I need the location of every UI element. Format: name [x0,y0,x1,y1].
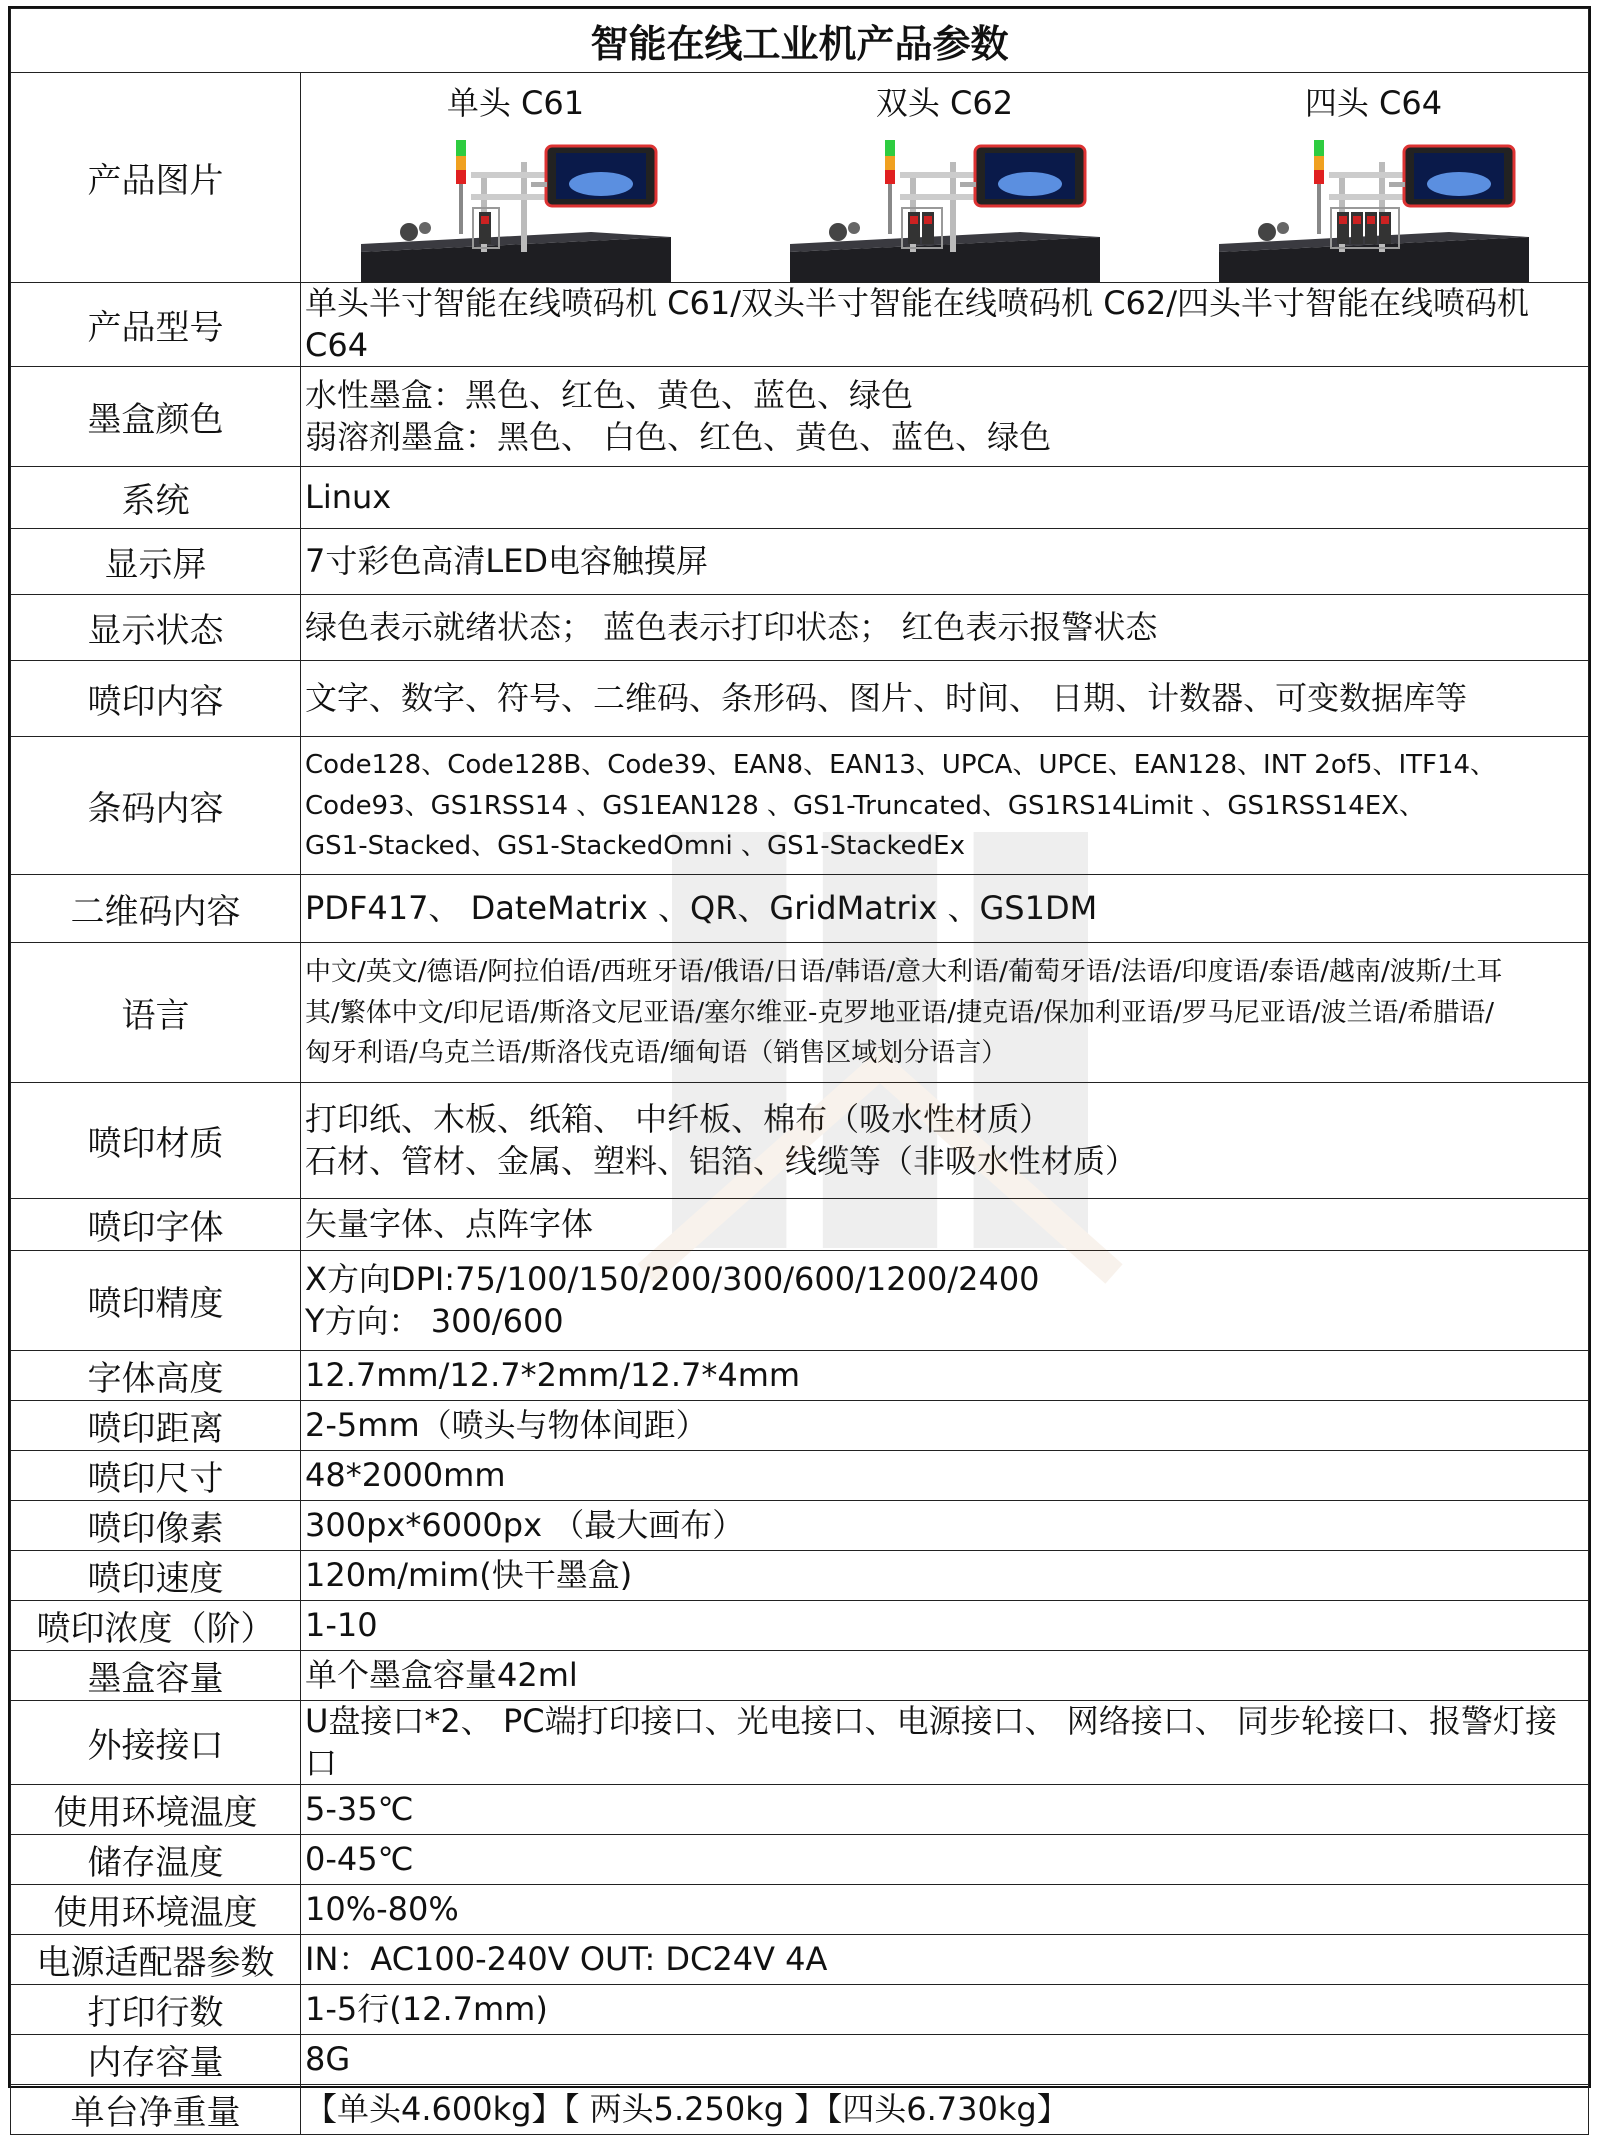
spec-value [301,283,1589,367]
product-item [316,78,715,282]
spec-row [11,1835,1589,1885]
spec-label: 系统 [11,467,301,529]
spec-label: 单台净重量 [11,2085,301,2135]
product-name: 双头 C62 [875,84,1014,122]
spec-row [11,529,1589,595]
spec-label: 喷印精度 [11,1251,301,1351]
spec-value [301,1401,1589,1451]
printer-machine-image [361,132,671,282]
spec-label: 储存温度 [11,1835,301,1885]
spec-value-line: 匈牙利语/乌克兰语/斯洛伐克语/缅甸语（销售区域划分语言） [305,1037,1008,1068]
spec-value [301,1199,1589,1251]
spec-row [11,875,1589,943]
spec-value [301,661,1589,737]
spec-value [301,1885,1589,1935]
spec-value-line: 文字、数字、符号、二维码、条形码、图片、时间、 日期、计数器、可变数据库等 [305,678,1468,717]
spec-row [11,283,1589,367]
spec-value-line: GS1-Stacked、GS1-StackedOmni 、GS1-StackedEx [305,830,965,861]
spec-value-line: 2-5mm（喷头与物体间距） [305,1405,708,1444]
spec-value-line: 其/繁体中文/印尼语/斯洛文尼亚语/塞尔维亚-克罗地亚语/捷克语/保加利亚语/罗马尼亚语/波兰语/希腊语/ [305,997,1494,1028]
spec-value [301,1601,1589,1651]
spec-value-line: 弱溶剂墨盒：黑色、 白色、红色、黄色、蓝色、绿色 [305,417,1052,456]
products-cell [301,73,1589,283]
products-row [11,73,1589,283]
product-images [301,73,1588,282]
spec-value [301,943,1589,1083]
table-title: 智能在线工业机产品参数 [11,9,1589,73]
spec-row [11,1351,1589,1401]
spec-label: 喷印材质 [11,1083,301,1199]
spec-value-line: 1-10 [305,1605,378,1644]
spec-row [11,1551,1589,1601]
spec-value-line: 石材、管材、金属、塑料、铝箔、线缆等（非吸水性材质） [305,1141,1138,1180]
spec-value-line: 8G [305,2040,351,2079]
spec-value [301,1351,1589,1401]
spec-label: 使用环境温度 [11,1885,301,1935]
spec-row [11,1401,1589,1451]
spec-value [301,1083,1589,1199]
spec-value [301,1451,1589,1501]
spec-value [301,1835,1589,1885]
spec-row [11,2085,1589,2135]
spec-label: 墨盒颜色 [11,367,301,467]
spec-value-line: 打印纸、木板、纸箱、 中纤板、棉布（吸水性材质） [305,1100,1052,1139]
spec-sheet [8,6,1591,2134]
spec-row [11,1083,1589,1199]
spec-row [11,1985,1589,2035]
spec-label: 显示状态 [11,595,301,661]
spec-value-line: 5-35℃ [305,1790,414,1829]
spec-value-line: Code93、GS1RSS14 、GS1EAN128 、GS1-Truncated、GS1RS14Limit 、GS1RSS14EX、 [305,790,1425,821]
spec-value-line: 【单头4.600kg】【 两头5.250kg 】【四头6.730kg】 [305,2090,1069,2129]
spec-label: 喷印尺寸 [11,1451,301,1501]
spec-row [11,1451,1589,1501]
spec-value [301,1701,1589,1785]
spec-row [11,1651,1589,1701]
spec-table [10,8,1589,2135]
spec-value [301,595,1589,661]
spec-value-line: 单个墨盒容量42ml [305,1655,578,1694]
spec-label: 字体高度 [11,1351,301,1401]
spec-row [11,1199,1589,1251]
spec-value-line: 12.7mm/12.7*2mm/12.7*4mm [305,1355,801,1394]
product-item [745,78,1144,282]
spec-value-line: 48*2000mm [305,1455,506,1494]
spec-label: 语言 [11,943,301,1083]
spec-row [11,943,1589,1083]
spec-value-line: 水性墨盒：黑色、红色、黄色、蓝色、绿色 [305,376,914,415]
spec-label: 条码内容 [11,737,301,875]
spec-label: 喷印内容 [11,661,301,737]
spec-row [11,1785,1589,1835]
spec-value-line: 120m/mim(快干墨盒) [305,1555,633,1594]
product-name: 单头 C61 [446,84,585,122]
spec-value [301,1785,1589,1835]
spec-value-line: Linux [305,477,392,516]
spec-value [301,1251,1589,1351]
spec-value-line: 10%-80% [305,1890,459,1929]
spec-label: 电源适配器参数 [11,1935,301,1985]
spec-label: 喷印像素 [11,1501,301,1551]
spec-value [301,737,1589,875]
spec-value-line: 矢量字体、点阵字体 [305,1204,594,1243]
spec-row [11,467,1589,529]
printer-machine-image [790,132,1100,282]
spec-row [11,1885,1589,1935]
spec-row [11,367,1589,467]
spec-value-line: 中文/英文/德语/阿拉伯语/西班牙语/俄语/日语/韩语/意大利语/葡萄牙语/法语/印度语/泰语/越南/波斯/土耳 [305,957,1503,988]
spec-value-line: 7寸彩色高清LED电容触摸屏 [305,541,709,580]
spec-value-line: U盘接口*2、 PC端打印接口、光电接口、电源接口、 网络接口、 同步轮接口、报警灯接口 [305,1702,1557,1782]
spec-label: 喷印速度 [11,1551,301,1601]
spec-row [11,1701,1589,1785]
spec-value-line: 300px*6000px （最大画布） [305,1505,745,1544]
spec-value-line: Y方向： 300/600 [305,1301,564,1340]
spec-value-line: PDF417、 DateMatrix 、QR、GridMatrix 、GS1DM [305,888,1098,927]
spec-label: 显示屏 [11,529,301,595]
spec-label: 产品型号 [11,283,301,367]
spec-value [301,1651,1589,1701]
spec-value [301,529,1589,595]
spec-row [11,1251,1589,1351]
spec-row [11,1935,1589,1985]
spec-label: 喷印距离 [11,1401,301,1451]
spec-value [301,2035,1589,2085]
spec-value-line: X方向DPI:75/100/150/200/300/600/1200/2400 [305,1260,1040,1299]
spec-value-line: 1-5行(12.7mm) [305,1990,548,2029]
spec-label: 使用环境温度 [11,1785,301,1835]
spec-label: 打印行数 [11,1985,301,2035]
spec-value-line: Code128、Code128B、Code39、EAN8、EAN13、UPCA、UPCE、EAN128、INT 2of5、ITF14、 [305,750,1497,781]
products-label: 产品图片 [11,73,301,283]
spec-label: 喷印浓度（阶） [11,1601,301,1651]
spec-row [11,1501,1589,1551]
printer-machine-image [1219,132,1529,282]
spec-value [301,875,1589,943]
spec-row [11,737,1589,875]
spec-value [301,1985,1589,2035]
spec-value [301,367,1589,467]
spec-label: 喷印字体 [11,1199,301,1251]
spec-row [11,1601,1589,1651]
spec-label: 墨盒容量 [11,1651,301,1701]
spec-label: 二维码内容 [11,875,301,943]
spec-value-line: 单头半寸智能在线喷码机 C61/双头半寸智能在线喷码机 C62/四头半寸智能在线喷码机 C64 [305,284,1530,364]
spec-label: 外接接口 [11,1701,301,1785]
spec-value [301,467,1589,529]
spec-value-line: 0-45℃ [305,1840,414,1879]
spec-value [301,2085,1589,2135]
title-row [11,9,1589,73]
spec-row [11,661,1589,737]
product-item [1174,78,1573,282]
spec-row [11,595,1589,661]
spec-value [301,1935,1589,1985]
product-name: 四头 C64 [1304,84,1443,122]
spec-row [11,2035,1589,2085]
spec-value-line: IN：AC100-240V OUT: DC24V 4A [305,1940,828,1979]
spec-value-line: 绿色表示就绪状态； 蓝色表示打印状态； 红色表示报警状态 [305,607,1158,646]
spec-value [301,1551,1589,1601]
spec-value [301,1501,1589,1551]
spec-label: 内存容量 [11,2035,301,2085]
